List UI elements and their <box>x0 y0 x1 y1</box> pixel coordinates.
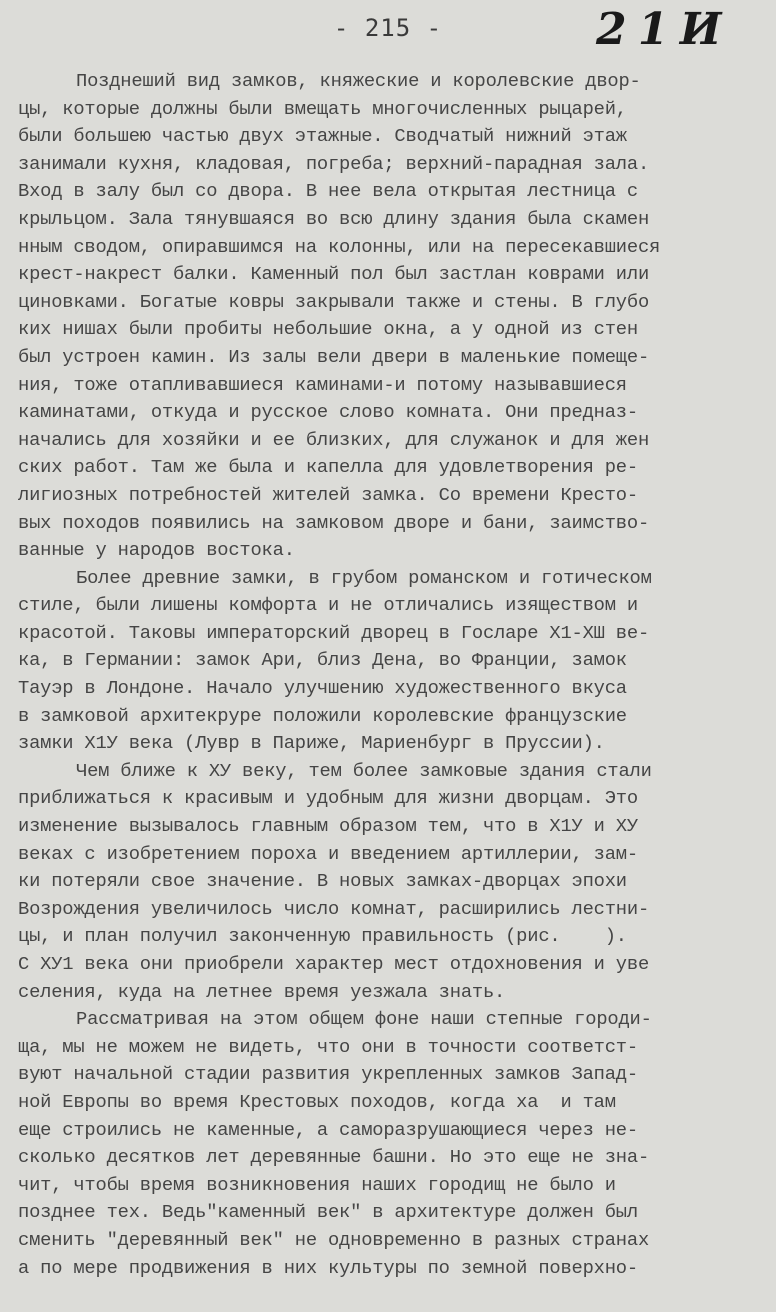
text-line: Чем ближе к ХУ веку, тем более замковые здания стали <box>76 759 652 782</box>
text-line: ских работ. Там же была и капелла для удовлетворения ре- <box>18 456 638 479</box>
text-line: а по мере продвижения в них культуры по земной поверхно- <box>18 1256 638 1279</box>
text-line: приближаться к красивым и удобным для жизни дворцам. Это <box>18 787 638 810</box>
text-line: красотой. Таковы императорский дворец в Госларе Х1-ХШ ве- <box>18 621 650 644</box>
text-line: Рассматривая на этом общем фоне наши степные городи- <box>76 1008 652 1031</box>
text-line: ка, в Германии: замок Ари, близ Дена, во Франции, замок <box>18 649 627 672</box>
text-line: ной Европы во время Крестовых походов, когда ха и там <box>18 1090 616 1113</box>
text-line: вых походов появились на замковом дворе и бани, заимство- <box>18 511 650 534</box>
page-number: - 215 - <box>333 14 443 42</box>
text-line: каминатами, откуда и русское слово комната. Они предназ- <box>18 401 638 424</box>
body-text <box>18 68 770 1282</box>
text-line: сколько десятков лет деревянные башни. Но это еще не зна- <box>18 1146 650 1169</box>
text-line: изменение вызывалось главным образом тем, что в Х1У и ХУ <box>18 815 638 838</box>
text-line: циновками. Богатые ковры закрывали также и стены. В глубо <box>18 290 650 313</box>
text-line: крыльцом. Зала тянувшаяся во всю длину здания была скамен <box>18 207 650 230</box>
text-line: ща, мы не можем не видеть, что они в точности соответст- <box>18 1035 638 1058</box>
text-line: был устроен камин. Из залы вели двери в маленькие помеще- <box>18 345 650 368</box>
text-line: в замковой архитекруре положили королевские французские <box>18 704 627 727</box>
text-line: были большею частью двух этажные. Сводчатый нижний этаж <box>18 125 627 148</box>
text-line: Тауэр в Лондоне. Начало улучшению художественного вкуса <box>18 677 627 700</box>
text-line: Позднеший вид замков, княжеские и королевские двор- <box>76 70 641 92</box>
text-line: ки потеряли свое значение. В новых замках-дворцах эпохи <box>18 870 627 893</box>
text-line: стиле, были лишены комфорта и не отличались изяществом и <box>18 594 638 617</box>
text-line: ния, тоже отапливавшиеся каминами-и потому называвшиеся <box>18 373 627 396</box>
text-line: ванные у народов востока. <box>18 539 295 562</box>
text-line: вуют начальной стадии развития укрепленных замков Запад- <box>18 1063 638 1086</box>
text-line: цы, и план получил законченную правильность (рис. ). <box>18 925 627 948</box>
text-line: веках с изобретением пороха и введением артиллерии, зам- <box>18 842 638 865</box>
text-line: крест-накрест балки. Каменный пол был застлан коврами или <box>18 263 650 286</box>
text-line: Возрождения увеличилось число комнат, расширились лестни- <box>18 897 650 920</box>
text-line: селения, куда на летнее время уезжала знать. <box>18 980 506 1003</box>
text-line: чит, чтобы время возникновения наших городищ не было и <box>18 1173 616 1196</box>
text-line: нным сводом, опиравшимся на колонны, или на пересекавшиеся <box>18 235 661 258</box>
text-line: замки Х1У века (Лувр в Париже, Мариенбург в Пруссии). <box>18 732 605 755</box>
text-line: Вход в залу был со двора. В нее вела открытая лестница с <box>18 180 638 203</box>
text-line: еще строились не каменные, а саморазрушающиеся через не- <box>18 1118 638 1141</box>
text-line: Более древние замки, в грубом романском и готическом <box>76 566 652 589</box>
text-line: занимали кухня, кладовая, погреба; верхний-парадная зала. <box>18 152 650 175</box>
text-line: цы, которые должны были вмещать многочисленных рыцарей, <box>18 97 627 120</box>
text-line: сменить "деревянный век" не одновременно в разных странах <box>18 1228 650 1251</box>
text-line: начались для хозяйки и ее близких, для служанок и для жен <box>18 428 650 451</box>
text-line: С ХУ1 века они приобрели характер мест отдохновения и уве <box>18 953 650 975</box>
handwritten-page-mark: 2 1 И <box>596 4 720 55</box>
text-line: лигиозных потребностей жителей замка. Со времени Кресто- <box>18 483 638 506</box>
text-line: позднее тех. Ведь"каменный век" в архитектуре должен был <box>18 1201 638 1224</box>
text-line: ких нишах были пробиты небольшие окна, а у одной из стен <box>18 318 638 341</box>
